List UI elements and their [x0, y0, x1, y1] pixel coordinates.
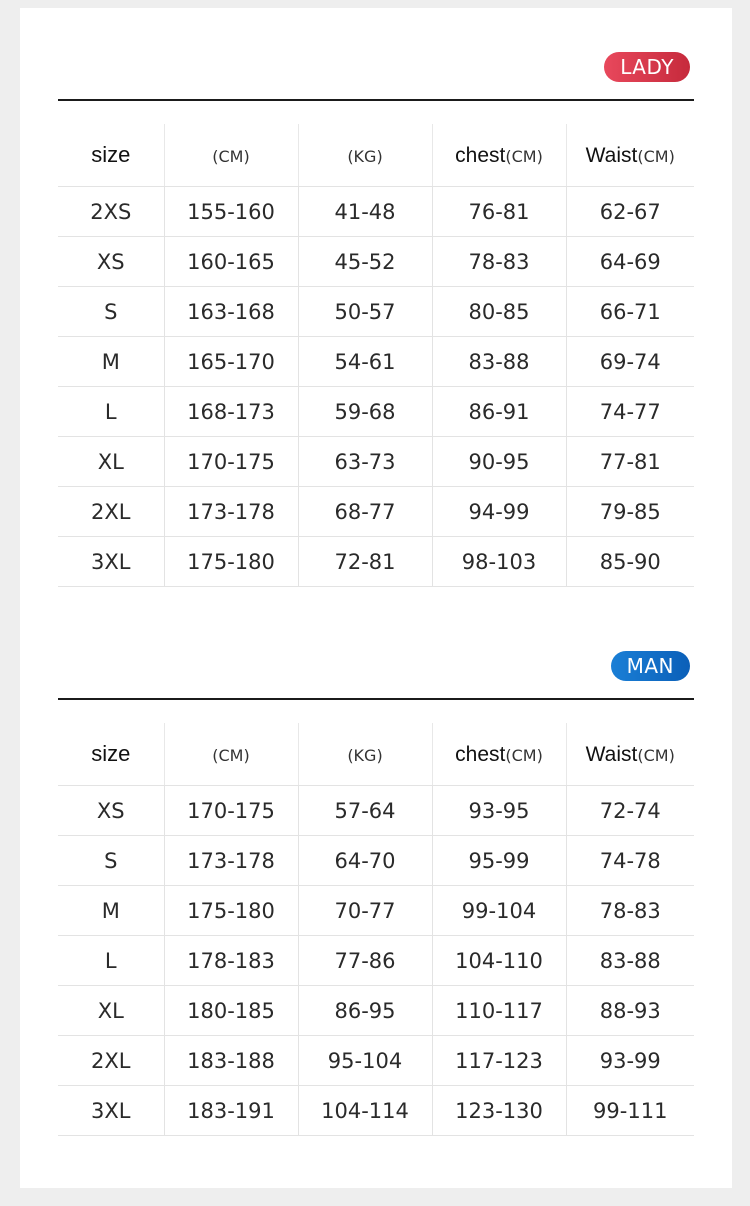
cell-size: M — [58, 886, 164, 936]
cell-chest: 123-130 — [432, 1086, 566, 1136]
cell-waist: 74-78 — [566, 836, 694, 886]
cell-chest: 94-99 — [432, 487, 566, 537]
cell-waist: 88-93 — [566, 986, 694, 1036]
cell-waist: 74-77 — [566, 387, 694, 437]
cell-waist: 78-83 — [566, 886, 694, 936]
cell-size: 2XS — [58, 187, 164, 237]
cell-height: 170-175 — [164, 786, 298, 836]
cell-waist: 64-69 — [566, 237, 694, 287]
cell-waist: 79-85 — [566, 487, 694, 537]
cell-height: 175-180 — [164, 537, 298, 587]
cell-size: 3XL — [58, 1086, 164, 1136]
table-row — [58, 437, 694, 487]
table-row — [58, 487, 694, 537]
cell-chest: 99-104 — [432, 886, 566, 936]
cell-height: 173-178 — [164, 836, 298, 886]
cell-chest: 98-103 — [432, 537, 566, 587]
cell-waist: 72-74 — [566, 786, 694, 836]
table-row — [58, 836, 694, 886]
table-row — [58, 936, 694, 986]
cell-waist: 77-81 — [566, 437, 694, 487]
table-row — [58, 537, 694, 587]
cell-height: 168-173 — [164, 387, 298, 437]
header-size: size — [58, 723, 164, 786]
cell-height: 180-185 — [164, 986, 298, 1036]
cell-weight: 63-73 — [298, 437, 432, 487]
cell-height: 175-180 — [164, 886, 298, 936]
header-waist: Waist(CM) — [566, 723, 694, 786]
cell-weight: 72-81 — [298, 537, 432, 587]
cell-chest: 93-95 — [432, 786, 566, 836]
cell-weight: 104-114 — [298, 1086, 432, 1136]
cell-size: 3XL — [58, 537, 164, 587]
cell-chest: 110-117 — [432, 986, 566, 1036]
cell-size: S — [58, 836, 164, 886]
cell-size: L — [58, 387, 164, 437]
header-weight-unit: (KG) — [298, 124, 432, 187]
header-height-unit: (CM) — [164, 124, 298, 187]
cell-chest: 104-110 — [432, 936, 566, 986]
cell-chest: 76-81 — [432, 187, 566, 237]
cell-waist: 62-67 — [566, 187, 694, 237]
table-row — [58, 786, 694, 836]
cell-size: L — [58, 936, 164, 986]
cell-weight: 41-48 — [298, 187, 432, 237]
header-chest: chest(CM) — [432, 124, 566, 187]
cell-waist: 99-111 — [566, 1086, 694, 1136]
cell-weight: 70-77 — [298, 886, 432, 936]
cell-weight: 64-70 — [298, 836, 432, 886]
lady-size-table — [58, 124, 694, 587]
lady-table-body — [58, 187, 694, 587]
table-row — [58, 886, 694, 936]
cell-height: 178-183 — [164, 936, 298, 986]
cell-waist: 83-88 — [566, 936, 694, 986]
table-row — [58, 387, 694, 437]
man-table-body — [58, 786, 694, 1136]
cell-weight: 95-104 — [298, 1036, 432, 1086]
header-chest: chest(CM) — [432, 723, 566, 786]
cell-weight: 77-86 — [298, 936, 432, 986]
cell-waist: 93-99 — [566, 1036, 694, 1086]
cell-waist: 69-74 — [566, 337, 694, 387]
cell-weight: 57-64 — [298, 786, 432, 836]
cell-size: XS — [58, 786, 164, 836]
man-badge: MAN — [611, 651, 690, 681]
cell-size: 2XL — [58, 1036, 164, 1086]
table-header-row — [58, 723, 694, 786]
cell-height: 160-165 — [164, 237, 298, 287]
cell-chest: 80-85 — [432, 287, 566, 337]
table-row — [58, 1036, 694, 1086]
lady-divider — [58, 99, 694, 101]
cell-waist: 66-71 — [566, 287, 694, 337]
cell-chest: 95-99 — [432, 836, 566, 886]
cell-weight: 54-61 — [298, 337, 432, 387]
table-row — [58, 237, 694, 287]
table-row — [58, 287, 694, 337]
cell-weight: 68-77 — [298, 487, 432, 537]
cell-size: M — [58, 337, 164, 387]
cell-chest: 117-123 — [432, 1036, 566, 1086]
cell-weight: 59-68 — [298, 387, 432, 437]
table-row — [58, 986, 694, 1036]
cell-chest: 78-83 — [432, 237, 566, 287]
table-row — [58, 337, 694, 387]
lady-badge: LADY — [604, 52, 690, 82]
cell-height: 173-178 — [164, 487, 298, 537]
cell-height: 183-191 — [164, 1086, 298, 1136]
table-row — [58, 187, 694, 237]
header-height-unit: (CM) — [164, 723, 298, 786]
cell-height: 170-175 — [164, 437, 298, 487]
cell-weight: 50-57 — [298, 287, 432, 337]
cell-size: XS — [58, 237, 164, 287]
cell-size: S — [58, 287, 164, 337]
cell-height: 165-170 — [164, 337, 298, 387]
cell-weight: 45-52 — [298, 237, 432, 287]
cell-waist: 85-90 — [566, 537, 694, 587]
cell-chest: 90-95 — [432, 437, 566, 487]
cell-height: 155-160 — [164, 187, 298, 237]
header-waist: Waist(CM) — [566, 124, 694, 187]
cell-size: 2XL — [58, 487, 164, 537]
cell-height: 163-168 — [164, 287, 298, 337]
man-divider — [58, 698, 694, 700]
cell-weight: 86-95 — [298, 986, 432, 1036]
cell-chest: 86-91 — [432, 387, 566, 437]
table-row — [58, 1086, 694, 1136]
size-chart-card — [20, 8, 732, 1188]
cell-size: XL — [58, 986, 164, 1036]
cell-size: XL — [58, 437, 164, 487]
cell-chest: 83-88 — [432, 337, 566, 387]
man-size-table — [58, 723, 694, 1136]
header-size: size — [58, 124, 164, 187]
header-weight-unit: (KG) — [298, 723, 432, 786]
table-header-row — [58, 124, 694, 187]
cell-height: 183-188 — [164, 1036, 298, 1086]
